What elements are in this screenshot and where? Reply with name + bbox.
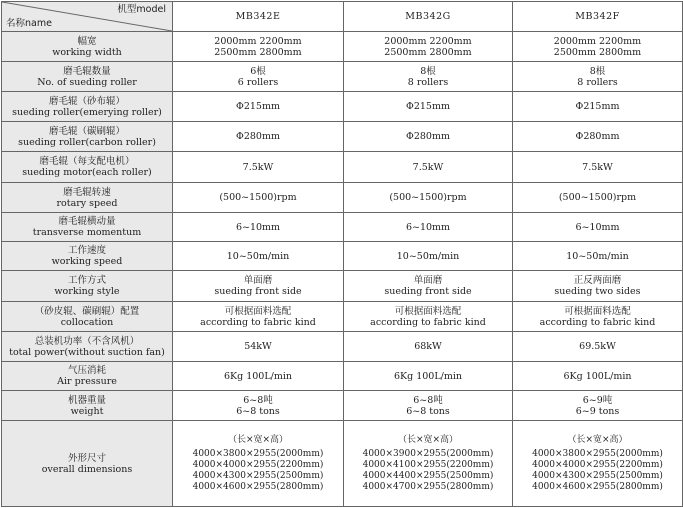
spec-label-zh: 磨毛辊转速 <box>63 186 111 198</box>
spec-value-line: 7.5kW <box>412 161 444 173</box>
spec-value-line: （长×宽×高） <box>397 434 459 445</box>
spec-value-line: 4000×4100×2955(2200mm) <box>362 459 494 470</box>
spec-label-cell <box>2 302 173 332</box>
spec-value-cell <box>513 362 683 391</box>
spec-row <box>2 242 683 271</box>
spec-value-line: （长×宽×高） <box>567 434 628 445</box>
spec-value-line: 2500mm 2800mm <box>553 46 642 58</box>
spec-value-line: sueding two sides <box>554 286 641 297</box>
spec-label-zh: 外形尺寸 <box>67 452 106 464</box>
spec-value-line: 6~9 tons <box>575 405 620 417</box>
spec-label-cell <box>2 152 173 183</box>
spec-value-cell <box>513 183 683 213</box>
spec-label-zh: 磨毛辊（每支配电机） <box>39 156 135 167</box>
spec-label-cell <box>2 332 173 362</box>
spec-row <box>2 421 683 507</box>
spec-value-cell <box>513 213 683 242</box>
spec-value-cell <box>344 362 513 391</box>
spec-label-en: working style <box>54 286 120 297</box>
spec-value-line: 69.5kW <box>579 341 616 352</box>
spec-value-line: 8根 <box>589 65 606 77</box>
spec-value-cell <box>173 362 344 391</box>
spec-row <box>2 302 683 332</box>
spec-row <box>2 152 683 183</box>
spec-label-cell <box>2 62 173 92</box>
spec-value-line: 单面磨 <box>413 275 443 286</box>
spec-value-line: 10~50m/min <box>566 250 629 262</box>
spec-value-line: 4000×4600×2955(2800mm) <box>192 481 324 492</box>
spec-label-zh: 工作速度 <box>67 245 106 256</box>
spec-value-cell <box>344 62 513 92</box>
spec-value-cell <box>513 32 683 62</box>
spec-value-line: 68kW <box>414 341 442 352</box>
spec-value-cell <box>513 152 683 183</box>
spec-value-cell <box>173 183 344 213</box>
spec-row <box>2 122 683 152</box>
spec-value-line: 6~10mm <box>235 221 281 233</box>
header-row <box>2 2 683 32</box>
spec-value-line: （长×宽×高） <box>227 434 289 445</box>
spec-value-line: 4000×3800×2955(2000mm) <box>192 448 324 459</box>
spec-value-line: Φ215mm <box>236 101 280 112</box>
spec-value-line: 8 rollers <box>407 76 449 88</box>
spec-value-line: according to fabric kind <box>539 316 656 328</box>
spec-value-line: according to fabric kind <box>200 316 316 328</box>
spec-value-cell <box>513 271 683 302</box>
model-heading-3: MB342F <box>513 2 683 32</box>
spec-row <box>2 62 683 92</box>
spec-value-line: 单面磨 <box>243 275 273 286</box>
spec-value-line: 6 rollers <box>237 76 279 88</box>
spec-label-zh: 磨毛辊（砂布辊） <box>48 95 125 107</box>
spec-label-cell <box>2 421 173 507</box>
spec-value-line: 2000mm 2200mm <box>214 35 302 47</box>
spec-value-line: 10~50m/min <box>396 250 460 262</box>
spec-label-en: Air pressure <box>57 376 117 387</box>
spec-value-cell <box>513 391 683 421</box>
spec-label-en: working speed <box>51 256 123 267</box>
spec-value-line: 2000mm 2200mm <box>553 35 642 47</box>
spec-value-cell <box>344 32 513 62</box>
spec-value-line: 6~8吨 <box>243 394 273 406</box>
spec-value-line: 2500mm 2800mm <box>214 46 302 58</box>
spec-value-line: 4000×4300×2955(2500mm) <box>192 470 324 481</box>
spec-label-en: transverse momentum <box>32 227 142 238</box>
spec-value-line: Φ215mm <box>406 101 450 112</box>
spec-value-cell <box>173 421 344 507</box>
spec-label-zh: 气压消耗 <box>67 365 106 376</box>
spec-value-cell <box>344 242 513 271</box>
spec-value-cell <box>513 92 683 122</box>
spec-value-cell <box>344 271 513 302</box>
spec-row <box>2 271 683 302</box>
spec-value-line: 6Kg 100L/min <box>393 370 463 382</box>
spec-value-cell <box>513 242 683 271</box>
spec-value-line: 6Kg 100L/min <box>563 370 632 382</box>
spec-value-cell <box>513 62 683 92</box>
spec-value-cell <box>344 92 513 122</box>
spec-label-cell <box>2 242 173 271</box>
spec-label-en: weight <box>70 405 104 417</box>
spec-value-line: 10~50m/min <box>226 250 290 262</box>
spec-label-cell <box>2 362 173 391</box>
spec-value-cell <box>344 421 513 507</box>
spec-value-line: 6~8吨 <box>413 394 443 406</box>
spec-value-line: 6根 <box>250 65 266 77</box>
spec-value-line: 7.5kW <box>242 161 274 173</box>
spec-value-line: 6~10mm <box>405 221 451 233</box>
spec-value-line: 54kW <box>244 341 272 352</box>
spec-table <box>1 1 683 507</box>
spec-row <box>2 32 683 62</box>
header-corner-cell <box>2 2 173 32</box>
spec-label-cell <box>2 183 173 213</box>
spec-value-cell <box>513 421 683 507</box>
spec-value-line: 6~9吨 <box>582 394 613 406</box>
spec-label-zh: 幅宽 <box>77 35 97 47</box>
spec-value-line: Φ280mm <box>575 131 620 142</box>
spec-value-cell <box>344 183 513 213</box>
spec-row <box>2 92 683 122</box>
spec-value-cell <box>173 213 344 242</box>
spec-label-en: sueding motor(each roller) <box>22 167 152 178</box>
spec-value-line: 4000×4000×2955(2200mm) <box>532 459 663 470</box>
spec-value-cell <box>513 122 683 152</box>
spec-value-line: Φ280mm <box>236 131 280 142</box>
spec-value-line: 4000×4000×2955(2200mm) <box>192 459 324 470</box>
spec-value-line: 6Kg 100L/min <box>223 370 293 382</box>
spec-value-line: 2000mm 2200mm <box>384 35 472 47</box>
spec-row <box>2 391 683 421</box>
spec-value-cell <box>173 92 344 122</box>
spec-value-cell <box>344 152 513 183</box>
spec-value-line: 2500mm 2800mm <box>384 46 472 58</box>
spec-label-zh: 总装机功率（不含风机） <box>34 335 140 347</box>
spec-value-line: 6~8 tons <box>236 405 280 417</box>
spec-label-en: overall dimensions <box>41 463 133 475</box>
spec-row <box>2 213 683 242</box>
spec-value-cell <box>173 32 344 62</box>
spec-value-line: 4000×4600×2955(2800mm) <box>532 481 663 492</box>
spec-label-cell <box>2 92 173 122</box>
spec-value-line: sueding front side <box>214 286 302 297</box>
spec-value-line: 8根 <box>420 65 436 77</box>
spec-value-line: 4000×3900×2955(2000mm) <box>362 448 494 459</box>
spec-label-cell <box>2 122 173 152</box>
spec-value-cell <box>344 302 513 332</box>
model-heading-1: MB342E <box>173 2 344 32</box>
spec-value-cell <box>344 332 513 362</box>
spec-value-line: 7.5kW <box>582 161 613 173</box>
spec-value-line: sueding front side <box>384 286 472 297</box>
spec-value-line: 可根据面料选配 <box>564 305 631 317</box>
spec-value-cell <box>173 122 344 152</box>
spec-label-en: sueding roller(emerying roller) <box>12 106 162 118</box>
spec-label-zh: （砂皮辊、碳刷辊）配置 <box>34 305 140 317</box>
spec-label-cell <box>2 32 173 62</box>
spec-value-cell <box>173 62 344 92</box>
spec-label-cell <box>2 271 173 302</box>
spec-row <box>2 332 683 362</box>
spec-value-cell <box>173 332 344 362</box>
spec-value-line: (500~1500)rpm <box>219 192 297 203</box>
spec-label-cell <box>2 213 173 242</box>
model-header-label: 机型model <box>117 4 166 15</box>
spec-value-cell <box>173 152 344 183</box>
spec-label-zh: 磨毛辊（碳刷辊） <box>48 125 125 137</box>
spec-label-en: total power(without suction fan) <box>9 346 165 358</box>
spec-label-zh: 机器重量 <box>67 394 106 406</box>
spec-value-line: 4000×4300×2955(2500mm) <box>532 470 663 481</box>
spec-label-en: collocation <box>60 316 114 328</box>
spec-value-cell <box>513 302 683 332</box>
spec-value-line: 8 rollers <box>577 76 618 88</box>
spec-value-line: 6~10mm <box>575 221 620 233</box>
spec-value-cell <box>344 391 513 421</box>
spec-value-cell <box>173 302 344 332</box>
spec-value-line: 6~8 tons <box>406 405 450 417</box>
spec-label-en: rotary speed <box>56 197 118 209</box>
spec-value-line: according to fabric kind <box>370 316 486 328</box>
spec-value-line: Φ280mm <box>406 131 450 142</box>
spec-label-en: No. of sueding roller <box>37 76 137 88</box>
spec-value-line: 可根据面料选配 <box>224 305 292 317</box>
spec-label-en: sueding roller(carbon roller) <box>18 136 156 148</box>
spec-label-zh: 磨毛辊横动量 <box>58 216 116 227</box>
spec-label-zh: 工作方式 <box>67 275 106 286</box>
spec-table-body <box>2 2 683 507</box>
spec-row <box>2 362 683 391</box>
spec-value-cell <box>513 332 683 362</box>
model-heading-2: MB342G <box>344 2 513 32</box>
spec-value-cell <box>344 213 513 242</box>
spec-value-line: 可根据面料选配 <box>394 305 462 317</box>
spec-value-line: 4000×3800×2955(2000mm) <box>532 448 663 459</box>
spec-label-cell <box>2 391 173 421</box>
name-header-label: 名称name <box>6 18 52 29</box>
spec-value-line: (500~1500)rpm <box>389 192 467 203</box>
spec-value-line: 4000×4400×2955(2500mm) <box>362 470 494 481</box>
spec-value-line: (500~1500)rpm <box>558 192 637 203</box>
spec-value-cell <box>173 271 344 302</box>
spec-label-en: working width <box>52 46 122 58</box>
spec-value-cell <box>344 122 513 152</box>
spec-value-line: Φ215mm <box>575 101 620 112</box>
spec-label-zh: 磨毛辊数量 <box>63 65 111 77</box>
spec-value-line: 正反两面磨 <box>573 275 622 286</box>
spec-row <box>2 183 683 213</box>
spec-value-cell <box>173 391 344 421</box>
spec-value-cell <box>173 242 344 271</box>
spec-value-line: 4000×4700×2955(2800mm) <box>362 481 494 492</box>
